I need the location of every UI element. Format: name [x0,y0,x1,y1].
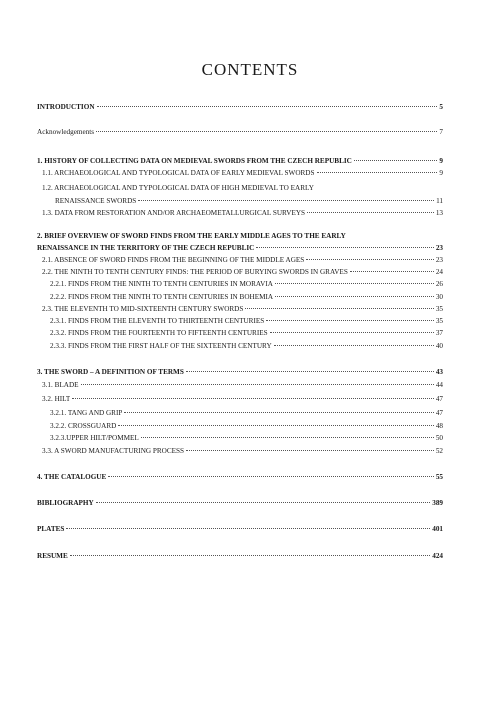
toc-page-number: 23 [435,256,443,264]
toc-page-number: 424 [432,552,443,560]
toc-page-number: 48 [435,422,443,430]
toc-page-number: 389 [432,499,443,507]
toc-entry-label: RENAISSANCE SWORDS [55,197,137,205]
toc-entry-chapter-3[interactable] [37,367,443,377]
toc-entry-label: 1.3. DATA FROM RESTORATION AND/OR ARCHAEOMETALLURGICAL SURVEYS [42,209,306,217]
toc-entry-label: 1.1. ARCHAEOLOGICAL AND TYPOLOGICAL DATA OF EARLY MEDIEVAL SWORDS [42,169,315,177]
toc-page-number: 35 [435,317,443,325]
toc-entry-acknowledgements[interactable] [37,127,443,137]
toc-page-number: 7 [439,128,443,136]
toc-entry-section-3-1[interactable] [42,380,443,390]
toc-page-number: 5 [439,103,443,111]
toc-entry-section-3-2-3[interactable] [50,433,443,443]
toc-entry-section-2-3-3[interactable] [50,341,443,351]
toc-entry-section-2-3-2[interactable] [50,328,443,338]
toc-entry-chapter-2-line1[interactable]: 2. BRIEF OVERVIEW OF SWORD FINDS FROM THE EARLY MIDDLE AGES TO THE EARLY [37,232,346,240]
toc-page-number: 24 [435,268,443,276]
toc-entry-section-2-2-2[interactable] [50,292,443,302]
dot-leader [96,502,431,503]
toc-entry-label: 3.2.1. TANG AND GRIP [50,409,123,417]
toc-entry-label: 2.3. THE ELEVENTH TO MID-SIXTEENTH CENTURY SWORDS [42,305,244,313]
dot-leader [245,308,433,309]
dot-leader [306,259,434,260]
toc-entry-section-1-2[interactable] [55,196,443,206]
toc-entry-bibliography[interactable] [37,498,443,508]
toc-entry-section-3-2[interactable] [42,394,443,404]
dot-leader [66,528,430,529]
toc-entry-section-2-2[interactable] [42,267,443,277]
toc-page-number: 40 [435,342,443,350]
dot-leader [275,296,434,297]
dot-leader [256,247,433,248]
toc-entry-section-3-2-2[interactable] [50,421,443,431]
toc-entry-section-1-2-line1[interactable]: 1.2. ARCHAEOLOGICAL AND TYPOLOGICAL DATA OF HIGH MEDIEVAL TO EARLY [42,184,314,192]
dot-leader [354,160,438,161]
toc-entry-chapter-2[interactable] [37,243,443,253]
dot-leader [270,332,434,333]
toc-entry-label: 3.2.2. CROSSGUARD [50,422,117,430]
toc-page-number: 9 [439,169,443,177]
toc-entry-section-2-2-1[interactable] [50,279,443,289]
toc-page-number: 11 [436,197,443,205]
dot-leader [81,384,434,385]
toc-entry-label: 2.2.2. FINDS FROM THE NINTH TO TENTH CENTURIES IN BOHEMIA [50,293,274,301]
toc-page-number: 13 [435,209,443,217]
toc-entry-label: 2.1. ABSENCE OF SWORD FINDS FROM THE BEGINNING OF THE MIDDLE AGES [42,256,305,264]
toc-page-number: 55 [435,473,443,481]
toc-page-number: 37 [435,329,443,337]
dot-leader [70,555,430,556]
dot-leader [186,371,434,372]
toc-page-number: 52 [435,447,443,455]
toc-entry-resume[interactable] [37,551,443,561]
toc-entry-label: 3.2. HILT [42,395,71,403]
dot-leader [72,398,434,399]
dot-leader [118,425,434,426]
toc-entry-label: 2.3.1. FINDS FROM THE ELEVENTH TO THIRTEENTH CENTURIES [50,317,265,325]
toc-page-number: 50 [435,434,443,442]
toc-entry-label: 2.3.3. FINDS FROM THE FIRST HALF OF THE SIXTEENTH CENTURY [50,342,272,350]
toc-entry-section-3-2-1[interactable] [50,408,443,418]
dot-leader [266,320,434,321]
dot-leader [138,200,434,201]
toc-entry-introduction[interactable] [37,102,443,112]
dot-leader [108,476,434,477]
toc-entry-chapter-4[interactable] [37,472,443,482]
toc-page-number: 30 [435,293,443,301]
toc-entry-label: 3.2.3.UPPER HILT/POMMEL [50,434,139,442]
dot-leader [317,172,438,173]
toc-entry-section-1-1[interactable] [42,168,443,178]
toc-entry-label: 3.1. BLADE [42,381,79,389]
page-title: CONTENTS [201,60,299,79]
dot-leader [96,131,437,132]
toc-entry-plates[interactable] [37,524,443,534]
toc-page-number: 47 [435,409,443,417]
toc-page-number: 23 [435,244,443,252]
toc-entry-label: 3.3. A SWORD MANUFACTURING PROCESS [42,447,185,455]
toc-entry-section-1-3[interactable] [42,208,443,218]
dot-leader [141,437,434,438]
toc-entry-label: 2.3.2. FINDS FROM THE FOURTEENTH TO FIFTEENTH CENTURIES [50,329,268,337]
toc-page-number: 44 [435,381,443,389]
toc-entry-label: PLATES [37,525,65,533]
toc-entry-label: BIBLIOGRAPHY [37,499,94,507]
dot-leader [307,212,434,213]
toc-entry-label: 1. HISTORY OF COLLECTING DATA ON MEDIEVAL SWORDS FROM THE CZECH REPUBLIC [37,157,352,165]
dot-leader [274,345,434,346]
dot-leader [275,283,434,284]
toc-entry-label: 2.2.1. FINDS FROM THE NINTH TO TENTH CENTURIES IN MORAVIA [50,280,273,288]
toc-entry-chapter-1[interactable] [37,156,443,166]
toc-entry-section-2-3-1[interactable] [50,316,443,326]
toc-entry-label: 3. THE SWORD – A DEFINITION OF TERMS [37,368,184,376]
dot-leader [350,271,434,272]
toc-entry-label: Acknowledgements [37,128,95,136]
toc-entry-section-3-3[interactable] [42,446,443,456]
toc-entry-label: INTRODUCTION [37,103,95,111]
toc-page-number: 9 [439,157,443,165]
toc-page-number: 401 [432,525,443,533]
toc-page-number: 47 [435,395,443,403]
dot-leader [124,412,433,413]
toc-entry-section-2-1[interactable] [42,255,443,265]
toc-entry-section-2-3[interactable] [42,304,443,314]
dot-leader [186,450,434,451]
toc-page-number: 26 [435,280,443,288]
toc-entry-label: 4. THE CATALOGUE [37,473,107,481]
toc-page-number: 35 [435,305,443,313]
toc-entry-label: RENAISSANCE IN THE TERRITORY OF THE CZECH REPUBLIC [37,244,255,252]
toc-page-number: 43 [435,368,443,376]
toc-entry-label: RESUME [37,552,68,560]
dot-leader [97,106,438,107]
toc-entry-label: 2.2. THE NINTH TO TENTH CENTURY FINDS: THE PERIOD OF BURYING SWORDS IN GRAVES [42,268,348,276]
